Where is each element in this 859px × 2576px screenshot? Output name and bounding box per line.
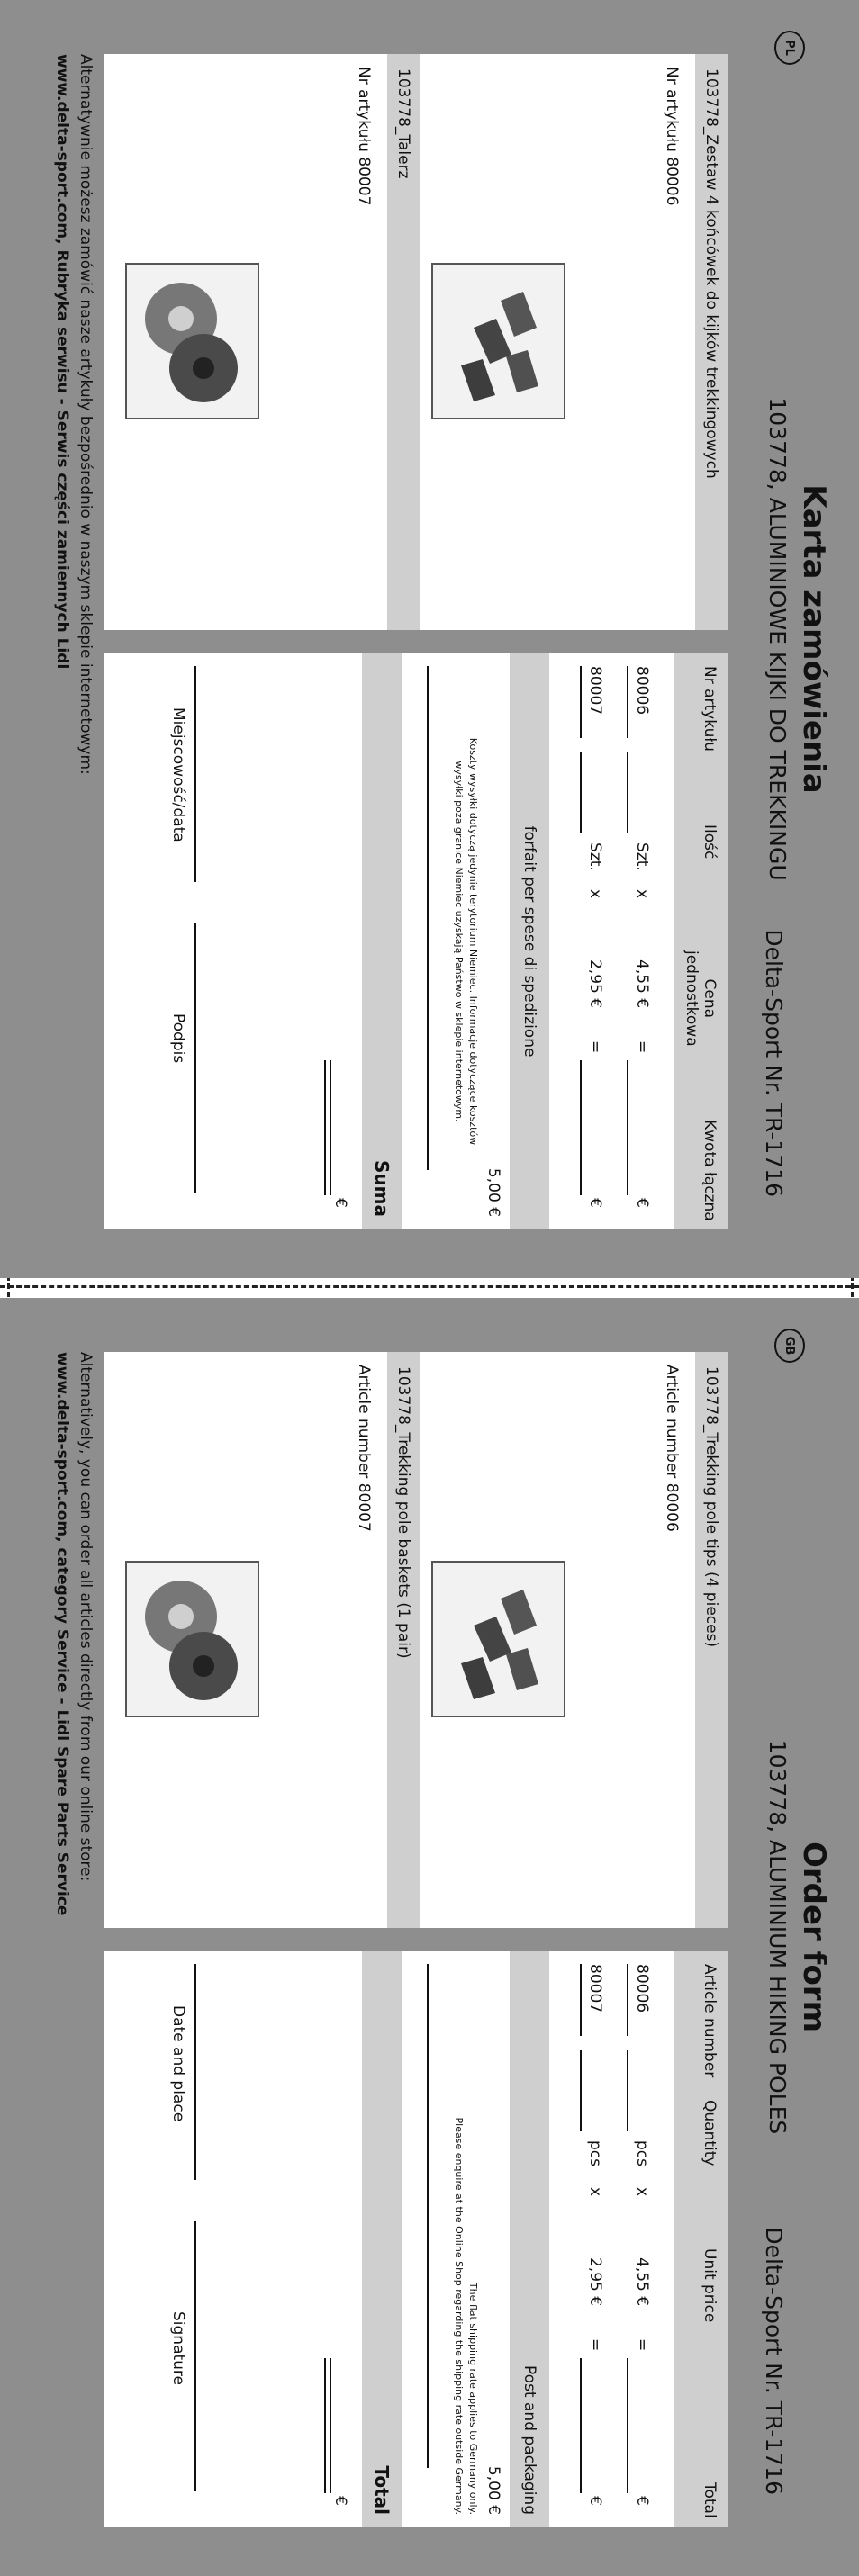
- col-total-gb: Total: [701, 2482, 719, 2518]
- row2-currency-gb: €: [586, 2496, 604, 2506]
- place-date-label-pl: Miejscowość/data: [169, 707, 187, 842]
- shipping-price-gb: 5,00 €: [484, 2465, 502, 2515]
- col-qty-pl: Ilość: [701, 824, 719, 860]
- row1-equals-gb: =: [633, 2338, 651, 2352]
- item2-label-gb: Article number 80007: [355, 1365, 373, 1532]
- sum-field-double-gb: [324, 2358, 326, 2493]
- footer-text-pl: Alternatywnie możesz zamówić nasze artykuły bezpośrednio w naszym sklepie internetowym:: [77, 54, 95, 775]
- order-table-gb: [104, 1951, 728, 2527]
- shipping-line-pl: [427, 666, 429, 1170]
- item2-label-pl: Nr artykułu 80007: [355, 67, 373, 206]
- item1-heading-gb: 103778_Trekking pole tips (4 pieces): [695, 1352, 728, 1928]
- sum-label-pl: Suma: [371, 1160, 393, 1217]
- row2-times-pl: x: [586, 889, 604, 899]
- header-pl: [733, 0, 859, 1278]
- shipping-label-pl: forfait per spese di spedizione: [520, 825, 538, 1058]
- row1-times-pl: x: [633, 889, 651, 899]
- row2-currency-pl: €: [586, 1198, 604, 1208]
- row1-price-pl: 4,55 €: [633, 959, 651, 1009]
- cut-line: [0, 1285, 859, 1290]
- shipping-label-gb: Post and packaging: [520, 2365, 538, 2515]
- page-title-gb: Order form: [796, 1841, 832, 2033]
- place-date-label-gb: Date and place: [169, 2005, 187, 2122]
- row2-unit-pl: Szt.: [586, 842, 604, 871]
- signature-field-gb[interactable]: [194, 2221, 196, 2491]
- sum-bar-gb: [362, 1951, 402, 2527]
- row1-currency-gb: €: [633, 2496, 651, 2506]
- language-badge-gb: GB: [774, 1329, 805, 1363]
- row2-article-gb: 80007: [586, 1964, 604, 2013]
- row1-qty-field-gb[interactable]: [627, 2050, 628, 2131]
- shipping-note-1-gb: The flat shipping rate applies to Germany only.: [467, 2282, 479, 2515]
- shipping-bar-gb: [510, 1951, 549, 2527]
- pole-tips-image-gb: [431, 1561, 565, 1717]
- col-article-pl: Nr artykułu: [701, 666, 719, 752]
- row1-article-gb: 80006: [633, 1964, 651, 2013]
- language-badge-pl: PL: [774, 31, 805, 65]
- item2-heading-gb: 103778_Trekking pole baskets (1 pair): [387, 1352, 420, 1928]
- shipping-note-2-pl: wysyłki poza granice Niemiec uzyskają Państwo w sklepie internetowym.: [453, 761, 465, 1122]
- footer-pl: [50, 54, 97, 775]
- row1-qty-field-pl[interactable]: [627, 752, 628, 833]
- footer-link-pl[interactable]: www.delta-sport.com, Rubryka serwisu - Serwis części zamiennych Lidl: [53, 54, 71, 670]
- product-subtitle-pl: 103778, ALUMINIOWE KIJKI DO TREKKINGU: [764, 397, 791, 881]
- pole-baskets-image: [125, 263, 259, 419]
- shipping-line-gb: [427, 1964, 429, 2468]
- row2-equals-pl: =: [586, 1040, 604, 1054]
- row1-total-field-pl[interactable]: [627, 1060, 628, 1195]
- col-unit-pl: [683, 950, 719, 1047]
- item1-heading-pl: 103778_Zestaw 4 końcówek do kijków trekkingowych: [695, 54, 728, 630]
- col-qty-gb: Quantity: [701, 2100, 719, 2166]
- row1-total-field-gb[interactable]: [627, 2358, 628, 2493]
- col-unit-gb: Unit price: [701, 2248, 719, 2323]
- signature-field-pl[interactable]: [194, 923, 196, 1193]
- row2-article-line-pl: [580, 666, 582, 738]
- pole-tips-image: [431, 263, 565, 419]
- row2-total-field-gb[interactable]: [580, 2358, 582, 2493]
- row1-times-gb: x: [633, 2187, 651, 2197]
- row2-price-gb: 2,95 €: [586, 2257, 604, 2307]
- item1-label-pl: Nr artykułu 80006: [663, 67, 681, 206]
- order-table-pl: [104, 653, 728, 1229]
- header-gb: [733, 1298, 859, 2576]
- row1-article-pl: 80006: [633, 666, 651, 716]
- row2-qty-field-pl[interactable]: [580, 752, 582, 833]
- panel-pl: [0, 0, 859, 1278]
- sum-currency-gb: €: [331, 2496, 349, 2506]
- row1-currency-pl: €: [633, 1198, 651, 1208]
- shipping-note-2-gb: Please enquire at the Online Shop regarding the shipping rate outside Germany.: [453, 2117, 465, 2515]
- col-unit-line2-pl: jednostkowa: [683, 950, 701, 1047]
- row1-article-line-pl: [627, 666, 628, 738]
- footer-text-gb: Alternatively, you can order all articles directly from our online store:: [77, 1352, 95, 1882]
- row2-unit-gb: pcs: [586, 2140, 604, 2166]
- row1-price-gb: 4,55 €: [633, 2257, 651, 2307]
- model-number-gb: Delta-Sport Nr. TR-1716: [761, 2227, 787, 2495]
- column-header-gb: [674, 1951, 728, 2527]
- row1-unit-gb: pcs: [633, 2140, 651, 2166]
- col-unit-line1-pl: Cena: [701, 978, 719, 1019]
- model-number-pl: Delta-Sport Nr. TR-1716: [761, 929, 787, 1197]
- row2-price-pl: 2,95 €: [586, 959, 604, 1009]
- panel-gb: [0, 1298, 859, 2576]
- sum-field-pl[interactable]: [330, 1060, 331, 1195]
- row2-article-line-gb: [580, 1964, 582, 2036]
- row2-times-gb: x: [586, 2187, 604, 2197]
- sum-field-double-pl: [324, 1060, 326, 1195]
- footer-gb: [50, 1352, 97, 1915]
- col-total-pl: Kwota łączna: [701, 1120, 719, 1221]
- pole-baskets-image-gb: [125, 1561, 259, 1717]
- place-date-field-gb[interactable]: [194, 1964, 196, 2180]
- place-date-field-pl[interactable]: [194, 666, 196, 882]
- row1-unit-pl: Szt.: [633, 842, 651, 871]
- row1-equals-pl: =: [633, 1040, 651, 1054]
- sum-field-gb[interactable]: [330, 2358, 331, 2493]
- row2-total-field-pl[interactable]: [580, 1060, 582, 1195]
- footer-link-gb[interactable]: www.delta-sport.com, category Service - Lidl Spare Parts Service: [53, 1352, 71, 1916]
- column-header-pl: [674, 653, 728, 1229]
- product-subtitle-gb: 103778, ALUMINIUM HIKING POLES: [764, 1739, 791, 2135]
- item2-heading-pl: 103778_Talerz: [387, 54, 420, 630]
- row1-article-line-gb: [627, 1964, 628, 2036]
- sum-bar-pl: [362, 653, 402, 1229]
- row2-qty-field-gb[interactable]: [580, 2050, 582, 2131]
- shipping-note-1-pl: Koszty wysyłki dotyczą jedynie terytorium Niemiec. Informacje dotyczące kosztów: [467, 737, 479, 1146]
- row2-equals-gb: =: [586, 2338, 604, 2352]
- item1-label-gb: Article number 80006: [663, 1365, 681, 1532]
- signature-label-pl: Podpis: [169, 1013, 187, 1064]
- sum-label-gb: Total: [371, 2465, 393, 2515]
- articles-box-pl: [104, 54, 728, 630]
- page-title-pl: Karta zamówienia: [796, 484, 832, 794]
- row2-article-pl: 80007: [586, 666, 604, 716]
- shipping-bar-pl: [510, 653, 549, 1229]
- articles-box-gb: [104, 1352, 728, 1928]
- col-article-gb: Article number: [701, 1964, 719, 2078]
- signature-label-gb: Signature: [169, 2311, 187, 2386]
- sum-currency-pl: €: [331, 1198, 349, 1208]
- shipping-price-pl: 5,00 €: [484, 1167, 502, 1217]
